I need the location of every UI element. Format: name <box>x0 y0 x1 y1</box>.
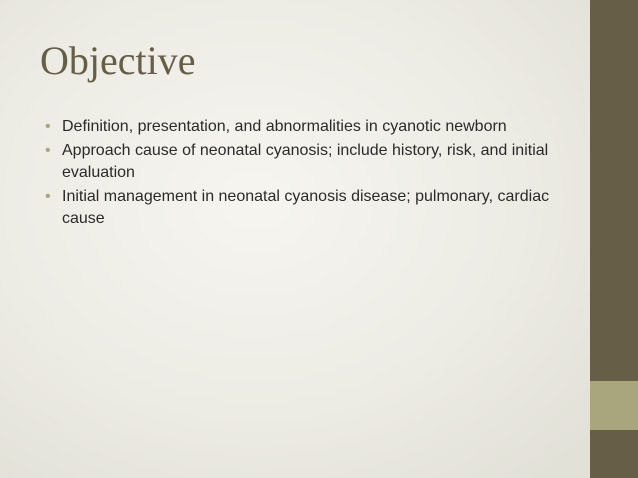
bullet-item <box>45 116 570 138</box>
bullet-marker: • <box>45 118 51 135</box>
bullet-marker: • <box>45 188 51 205</box>
slide-title: Objective <box>40 38 196 83</box>
bullet-text: Approach cause of neonatal cyanosis; include history, risk, and initial evaluation <box>62 142 549 181</box>
bullet-item <box>45 186 570 230</box>
bullet-list <box>45 116 570 232</box>
decorative-sidebar-accent <box>590 381 638 430</box>
bullet-text: Definition, presentation, and abnormalities in cyanotic newborn <box>62 118 507 135</box>
bullet-item <box>45 140 570 184</box>
bullet-marker: • <box>45 142 51 159</box>
bullet-text: Initial management in neonatal cyanosis disease; pulmonary, cardiac cause <box>62 188 550 227</box>
